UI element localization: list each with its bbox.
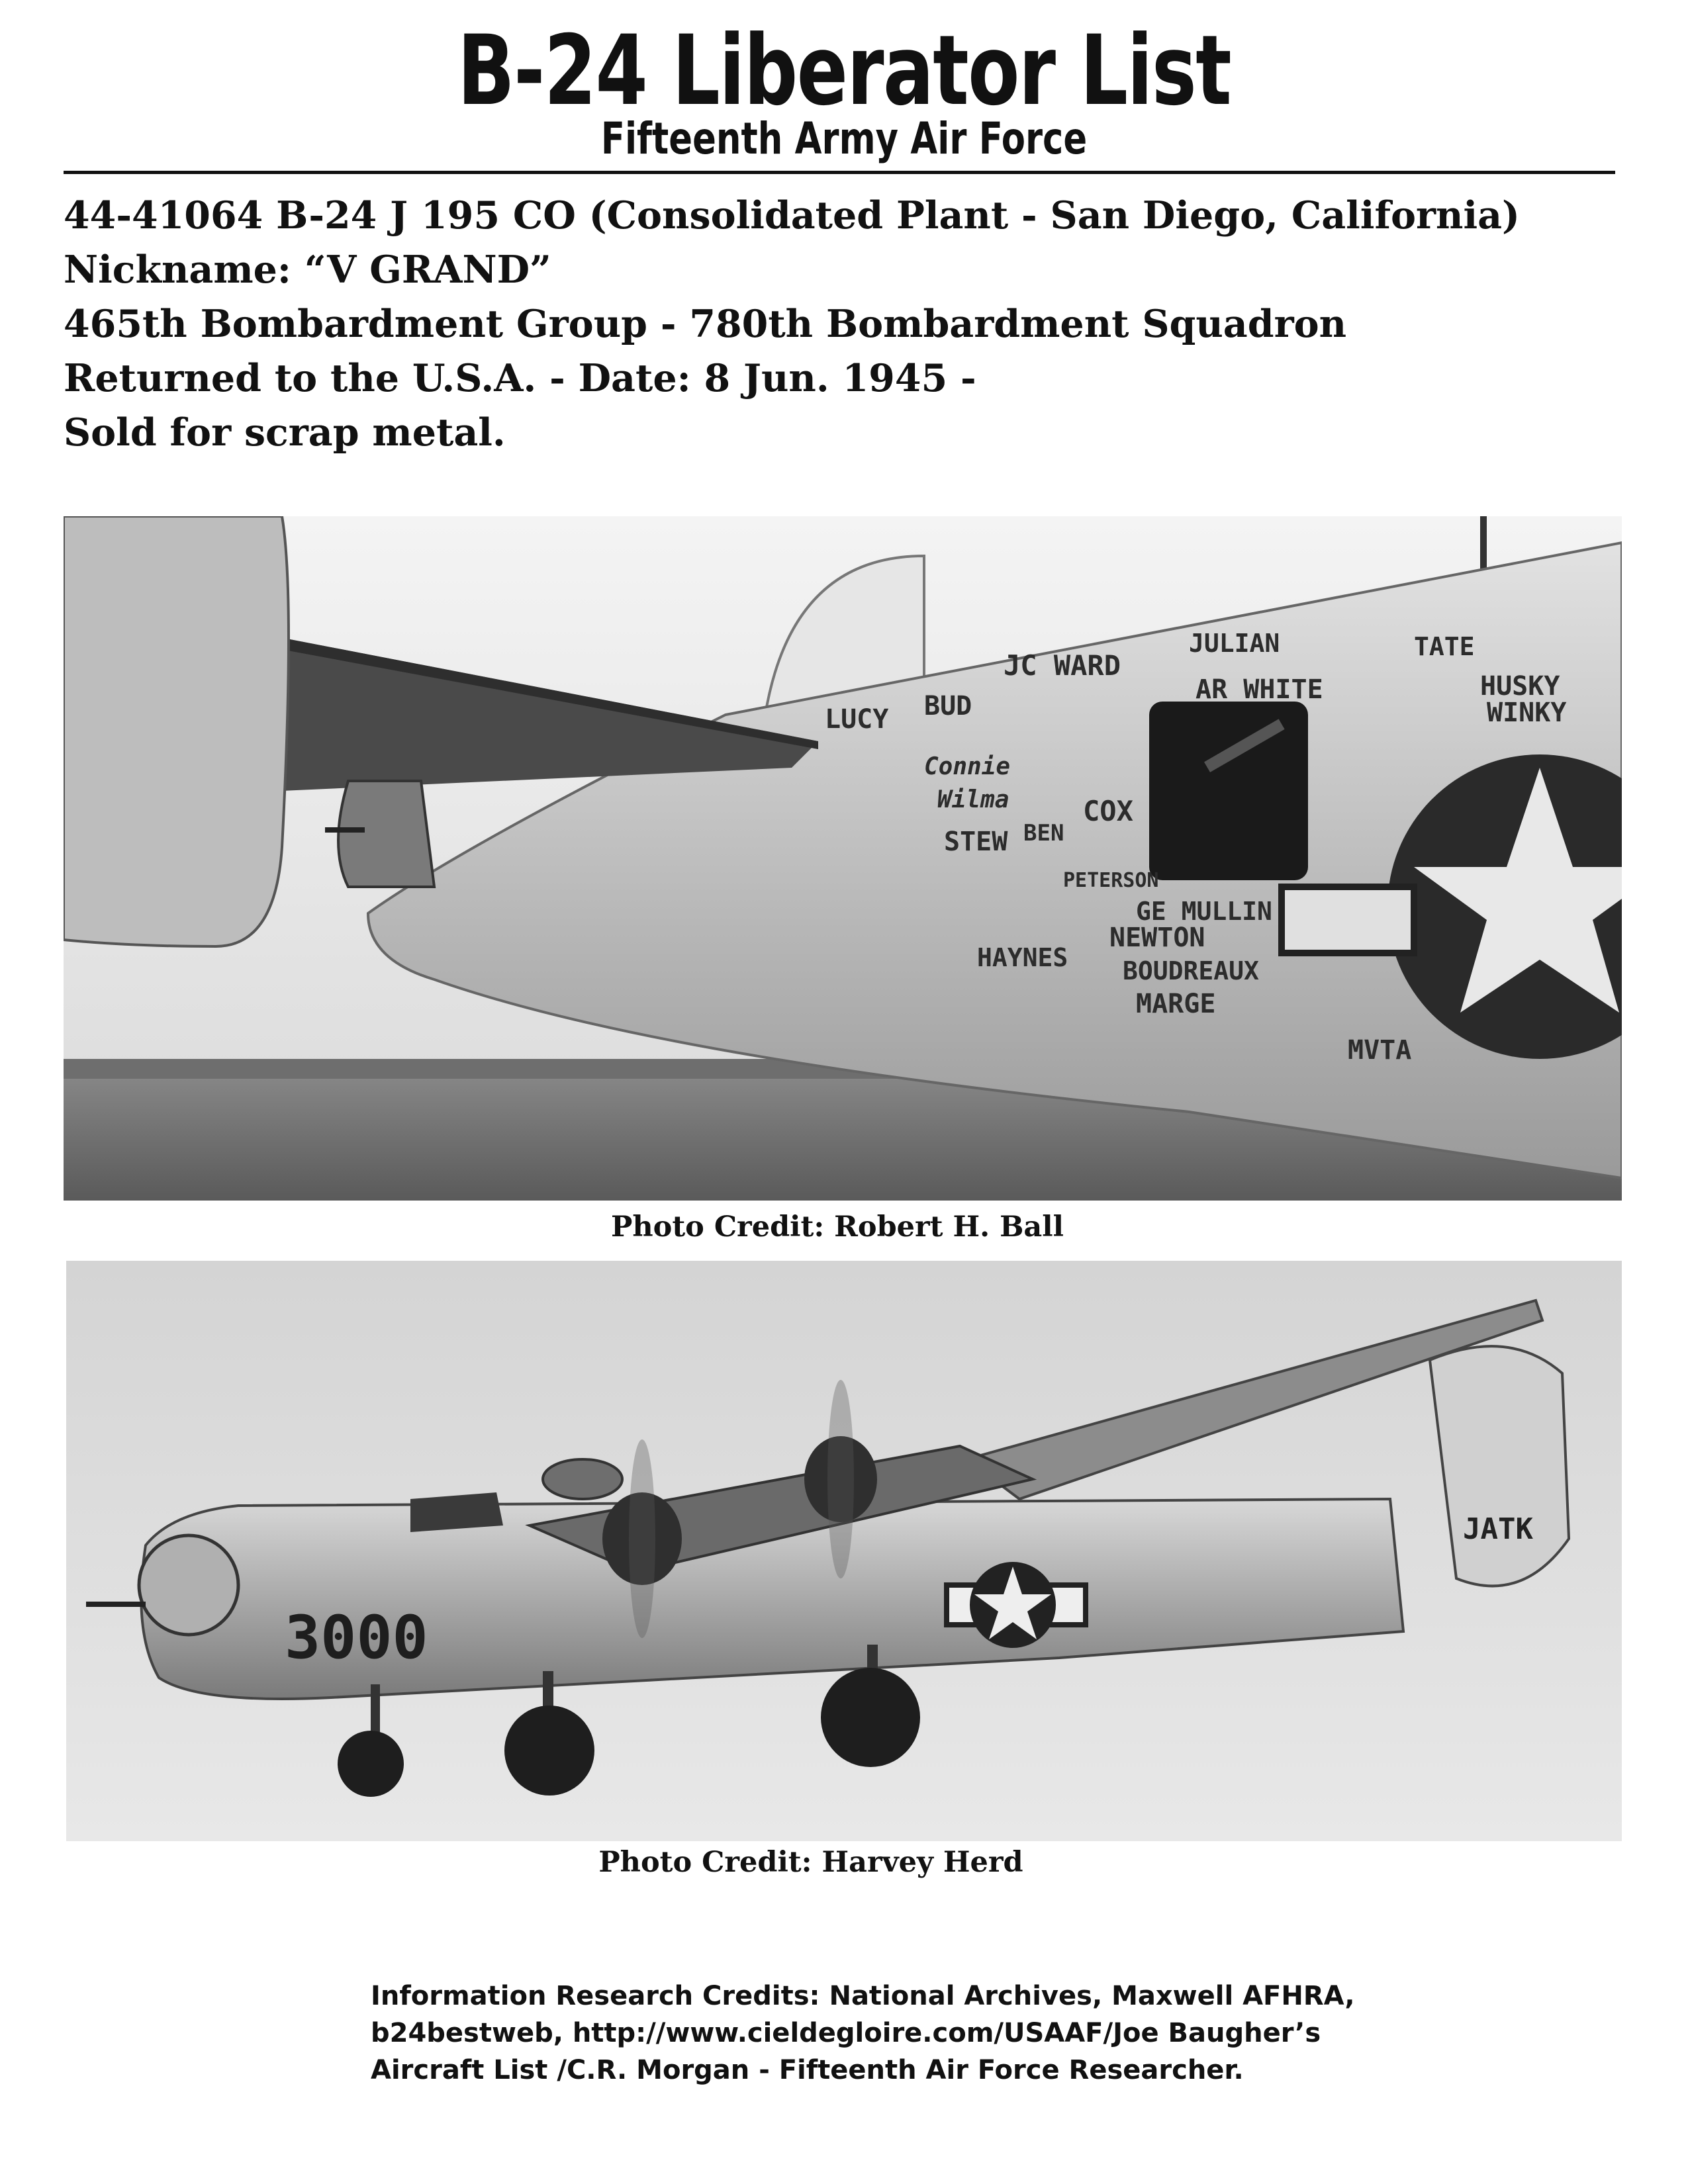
tail-marking: JATK: [1463, 1512, 1533, 1546]
signature: MVTA: [1348, 1035, 1412, 1066]
page-title: B-24 Liberator List: [457, 15, 1231, 127]
signature: COX: [1083, 795, 1133, 827]
signature: BUD: [924, 691, 972, 721]
nickname-line: Nickname: “V GRAND”: [64, 248, 551, 292]
signature: Connie: [924, 753, 1011, 780]
signature: WINKY: [1487, 698, 1567, 728]
signature: NEWTON: [1109, 923, 1205, 953]
signature: PETERSON: [1063, 869, 1159, 892]
disposition-line: Sold for scrap metal.: [64, 410, 506, 455]
signature: Wilma: [937, 786, 1009, 813]
signature: HAYNES: [977, 943, 1068, 972]
photo-in-flight: [66, 1261, 1622, 1841]
in-flight-illustration: [66, 1261, 1622, 1841]
rear-fuselage-illustration: [64, 516, 1622, 1201]
signature: LUCY: [825, 704, 889, 735]
photo-rear-fuselage: [64, 516, 1622, 1201]
title-divider: [64, 171, 1615, 174]
signature: HUSKY: [1480, 671, 1560, 702]
signature: JC WARD: [1004, 649, 1121, 682]
nose-number: 3000: [285, 1603, 428, 1672]
signature: BEN: [1023, 820, 1064, 846]
signature: JULIAN: [1189, 629, 1280, 658]
research-line-2: b24bestweb, http://www.cieldegloire.com/USAAF/Joe Baugher’s: [371, 2018, 1321, 2048]
photo-credit-1: Photo Credit: Robert H. Ball: [611, 1210, 1064, 1244]
page-subtitle: Fifteenth Army Air Force: [600, 113, 1088, 164]
signature: MARGE: [1136, 989, 1216, 1019]
signature: TATE: [1414, 632, 1475, 661]
signature: GE MULLIN: [1136, 897, 1272, 926]
signature: STEW: [944, 827, 1008, 857]
serial-line: 44-41064 B-24 J 195 CO (Consolidated Plant - San Diego, California): [64, 193, 1521, 238]
signature: BOUDREAUX: [1123, 956, 1259, 985]
aircraft-info: [64, 189, 1613, 460]
research-line-1: Information Research Credits: National Archives, Maxwell AFHRA,: [371, 1981, 1355, 2011]
unit-line: 465th Bombardment Group - 780th Bombardment Squadron: [64, 302, 1347, 346]
research-credits: [371, 1978, 1430, 2089]
photo-credit-2: Photo Credit: Harvey Herd: [598, 1846, 1023, 1879]
return-line: Returned to the U.S.A. - Date: 8 Jun. 1945 -: [64, 356, 976, 400]
signature: AR WHITE: [1196, 674, 1323, 705]
research-line-3: Aircraft List /C.R. Morgan - Fifteenth Air Force Researcher.: [371, 2055, 1244, 2085]
